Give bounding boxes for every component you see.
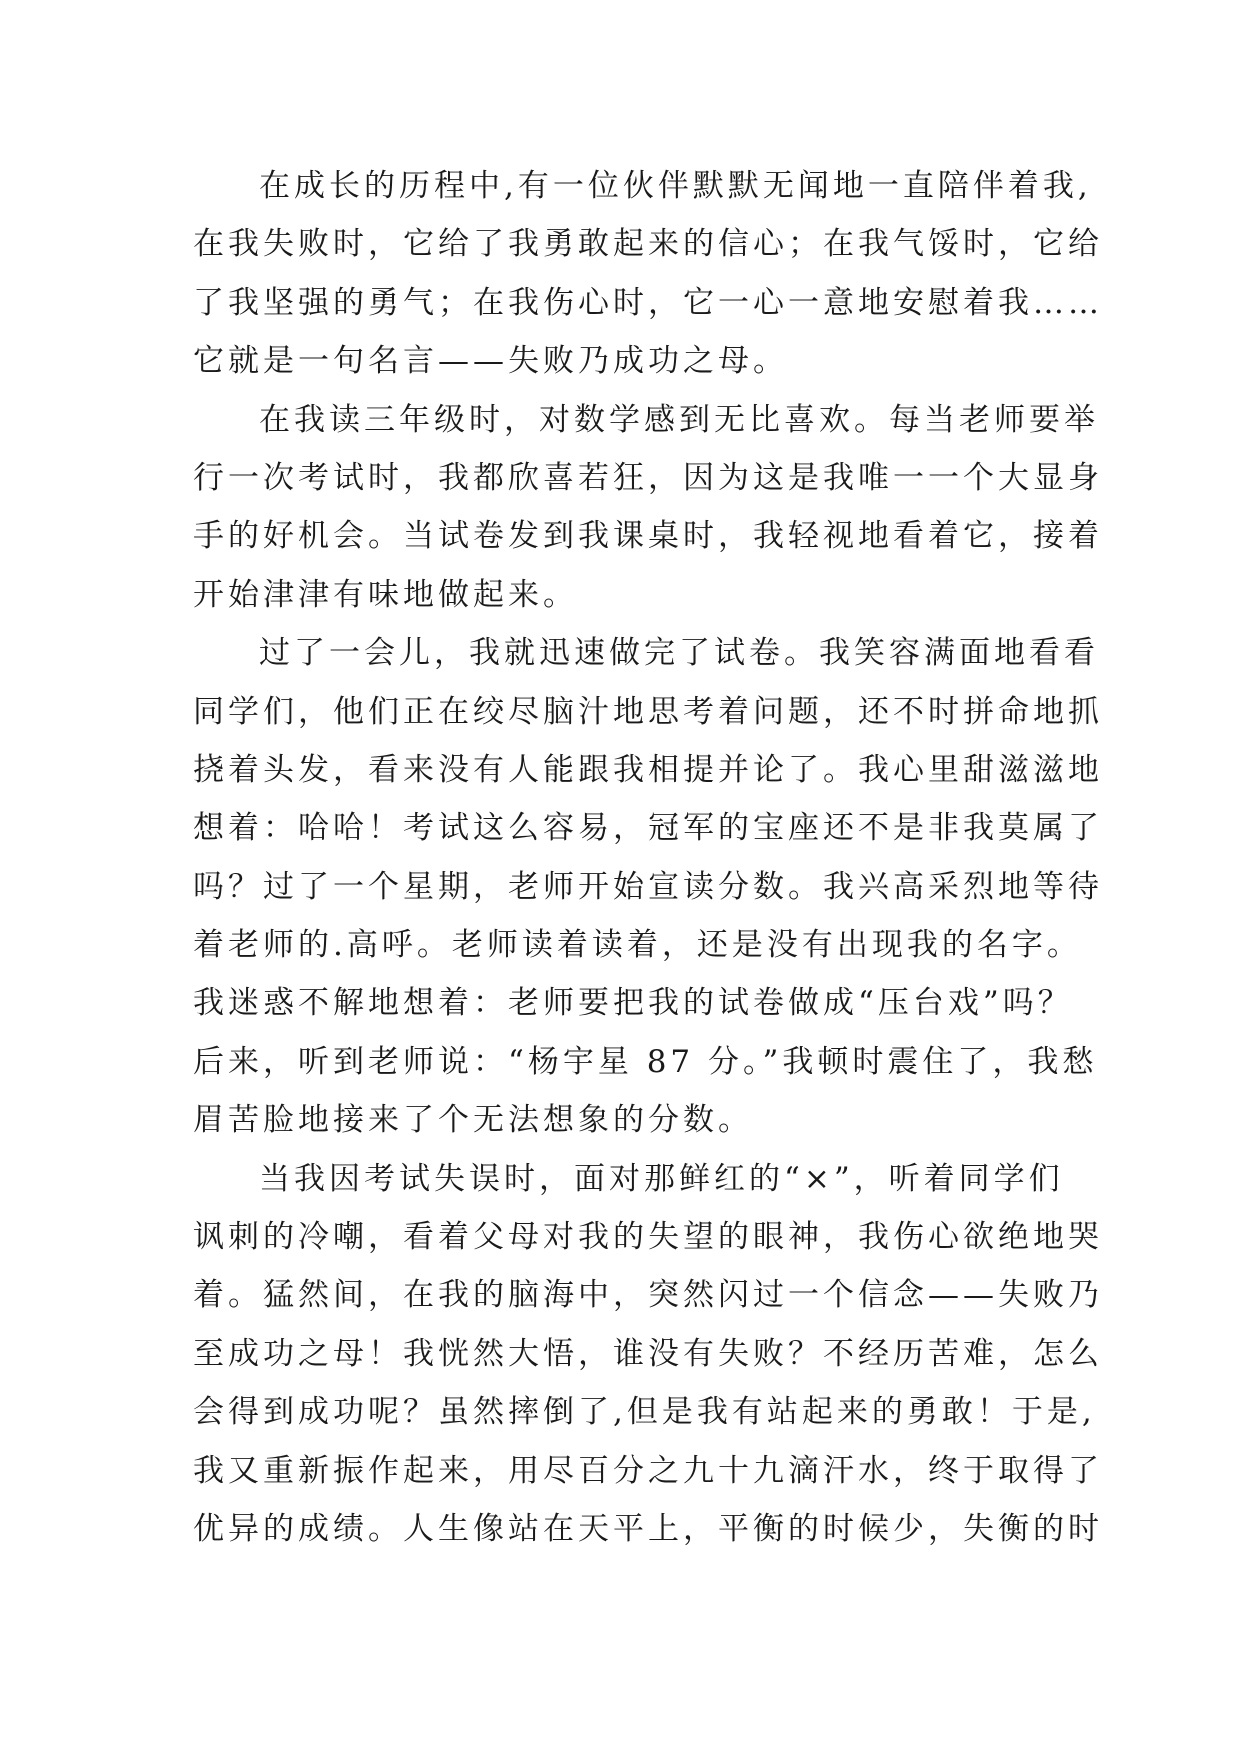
text-line: 我又重新振作起来，用尽百分之九十九滴汗水，终于取得了: [193, 1452, 1103, 1489]
text-line: 着老师的.高呼。老师读着读着，还是没有出现我的名字。: [193, 927, 1082, 964]
text-line: 在成长的历程中,有一位伙伴默默无闻地一直陪伴着我,: [259, 168, 1092, 204]
text-line: 在我失败时，它给了我勇敢起来的信心；在我气馁时，它给: [193, 226, 1103, 263]
text-line: 会得到成功呢？虽然摔倒了,但是我有站起来的勇敢！于是,: [193, 1394, 1096, 1431]
text-line: 优异的成绩。人生像站在天平上，平衡的时候少，失衡的时: [193, 1510, 1103, 1547]
text-line: 它就是一句名言——失败乃成功之母。: [193, 343, 788, 380]
paragraph-3: [193, 624, 1103, 1150]
paragraph-4: [193, 1150, 1103, 1559]
paragraph-2: [193, 391, 1103, 625]
text-line: 当我因考试失误时，面对那鲜红的“×”，听着同学们: [259, 1160, 1064, 1197]
text-line: 想着：哈哈！考试这么容易，冠军的宝座还不是非我莫属了: [193, 810, 1103, 847]
essay-body: [193, 157, 1103, 1558]
text-line: 着。猛然间，在我的脑海中，突然闪过一个信念——失败乃: [193, 1277, 1103, 1314]
text-line: 同学们，他们正在绞尽脑汁地思考着问题，还不时拼命地抓: [193, 693, 1103, 730]
text-line: 挠着头发，看来没有人能跟我相提并论了。我心里甜滋滋地: [193, 751, 1103, 788]
text-line: 吗？过了一个星期，老师开始宣读分数。我兴高采烈地等待: [193, 868, 1103, 905]
text-line: 在我读三年级时，对数学感到无比喜欢。每当老师要举: [259, 401, 1099, 438]
text-line: 开始津津有味地做起来。: [193, 576, 578, 613]
text-line: 行一次考试时，我都欣喜若狂，因为这是我唯一一个大显身: [193, 459, 1103, 496]
paragraph-1: [193, 157, 1103, 391]
text-line: 讽刺的冷嘲，看着父母对我的失望的眼神，我伤心欲绝地哭: [193, 1219, 1103, 1256]
text-line: 后来，听到老师说：“杨宇星 87 分。”我顿时震住了，我愁: [193, 1043, 1098, 1080]
text-line: 我迷惑不解地想着：老师要把我的试卷做成“压台戏”吗？: [193, 985, 1073, 1022]
text-line: 了我坚强的勇气；在我伤心时，它一心一意地安慰着我……: [193, 284, 1103, 321]
text-line: 过了一会儿，我就迅速做完了试卷。我笑容满面地看看: [259, 635, 1099, 672]
text-line: 手的好机会。当试卷发到我课桌时，我轻视地看着它，接着: [193, 518, 1103, 555]
text-line: 至成功之母！我恍然大悟，谁没有失败？不经历苦难，怎么: [193, 1335, 1103, 1372]
text-line: 眉苦脸地接来了个无法想象的分数。: [193, 1102, 753, 1139]
